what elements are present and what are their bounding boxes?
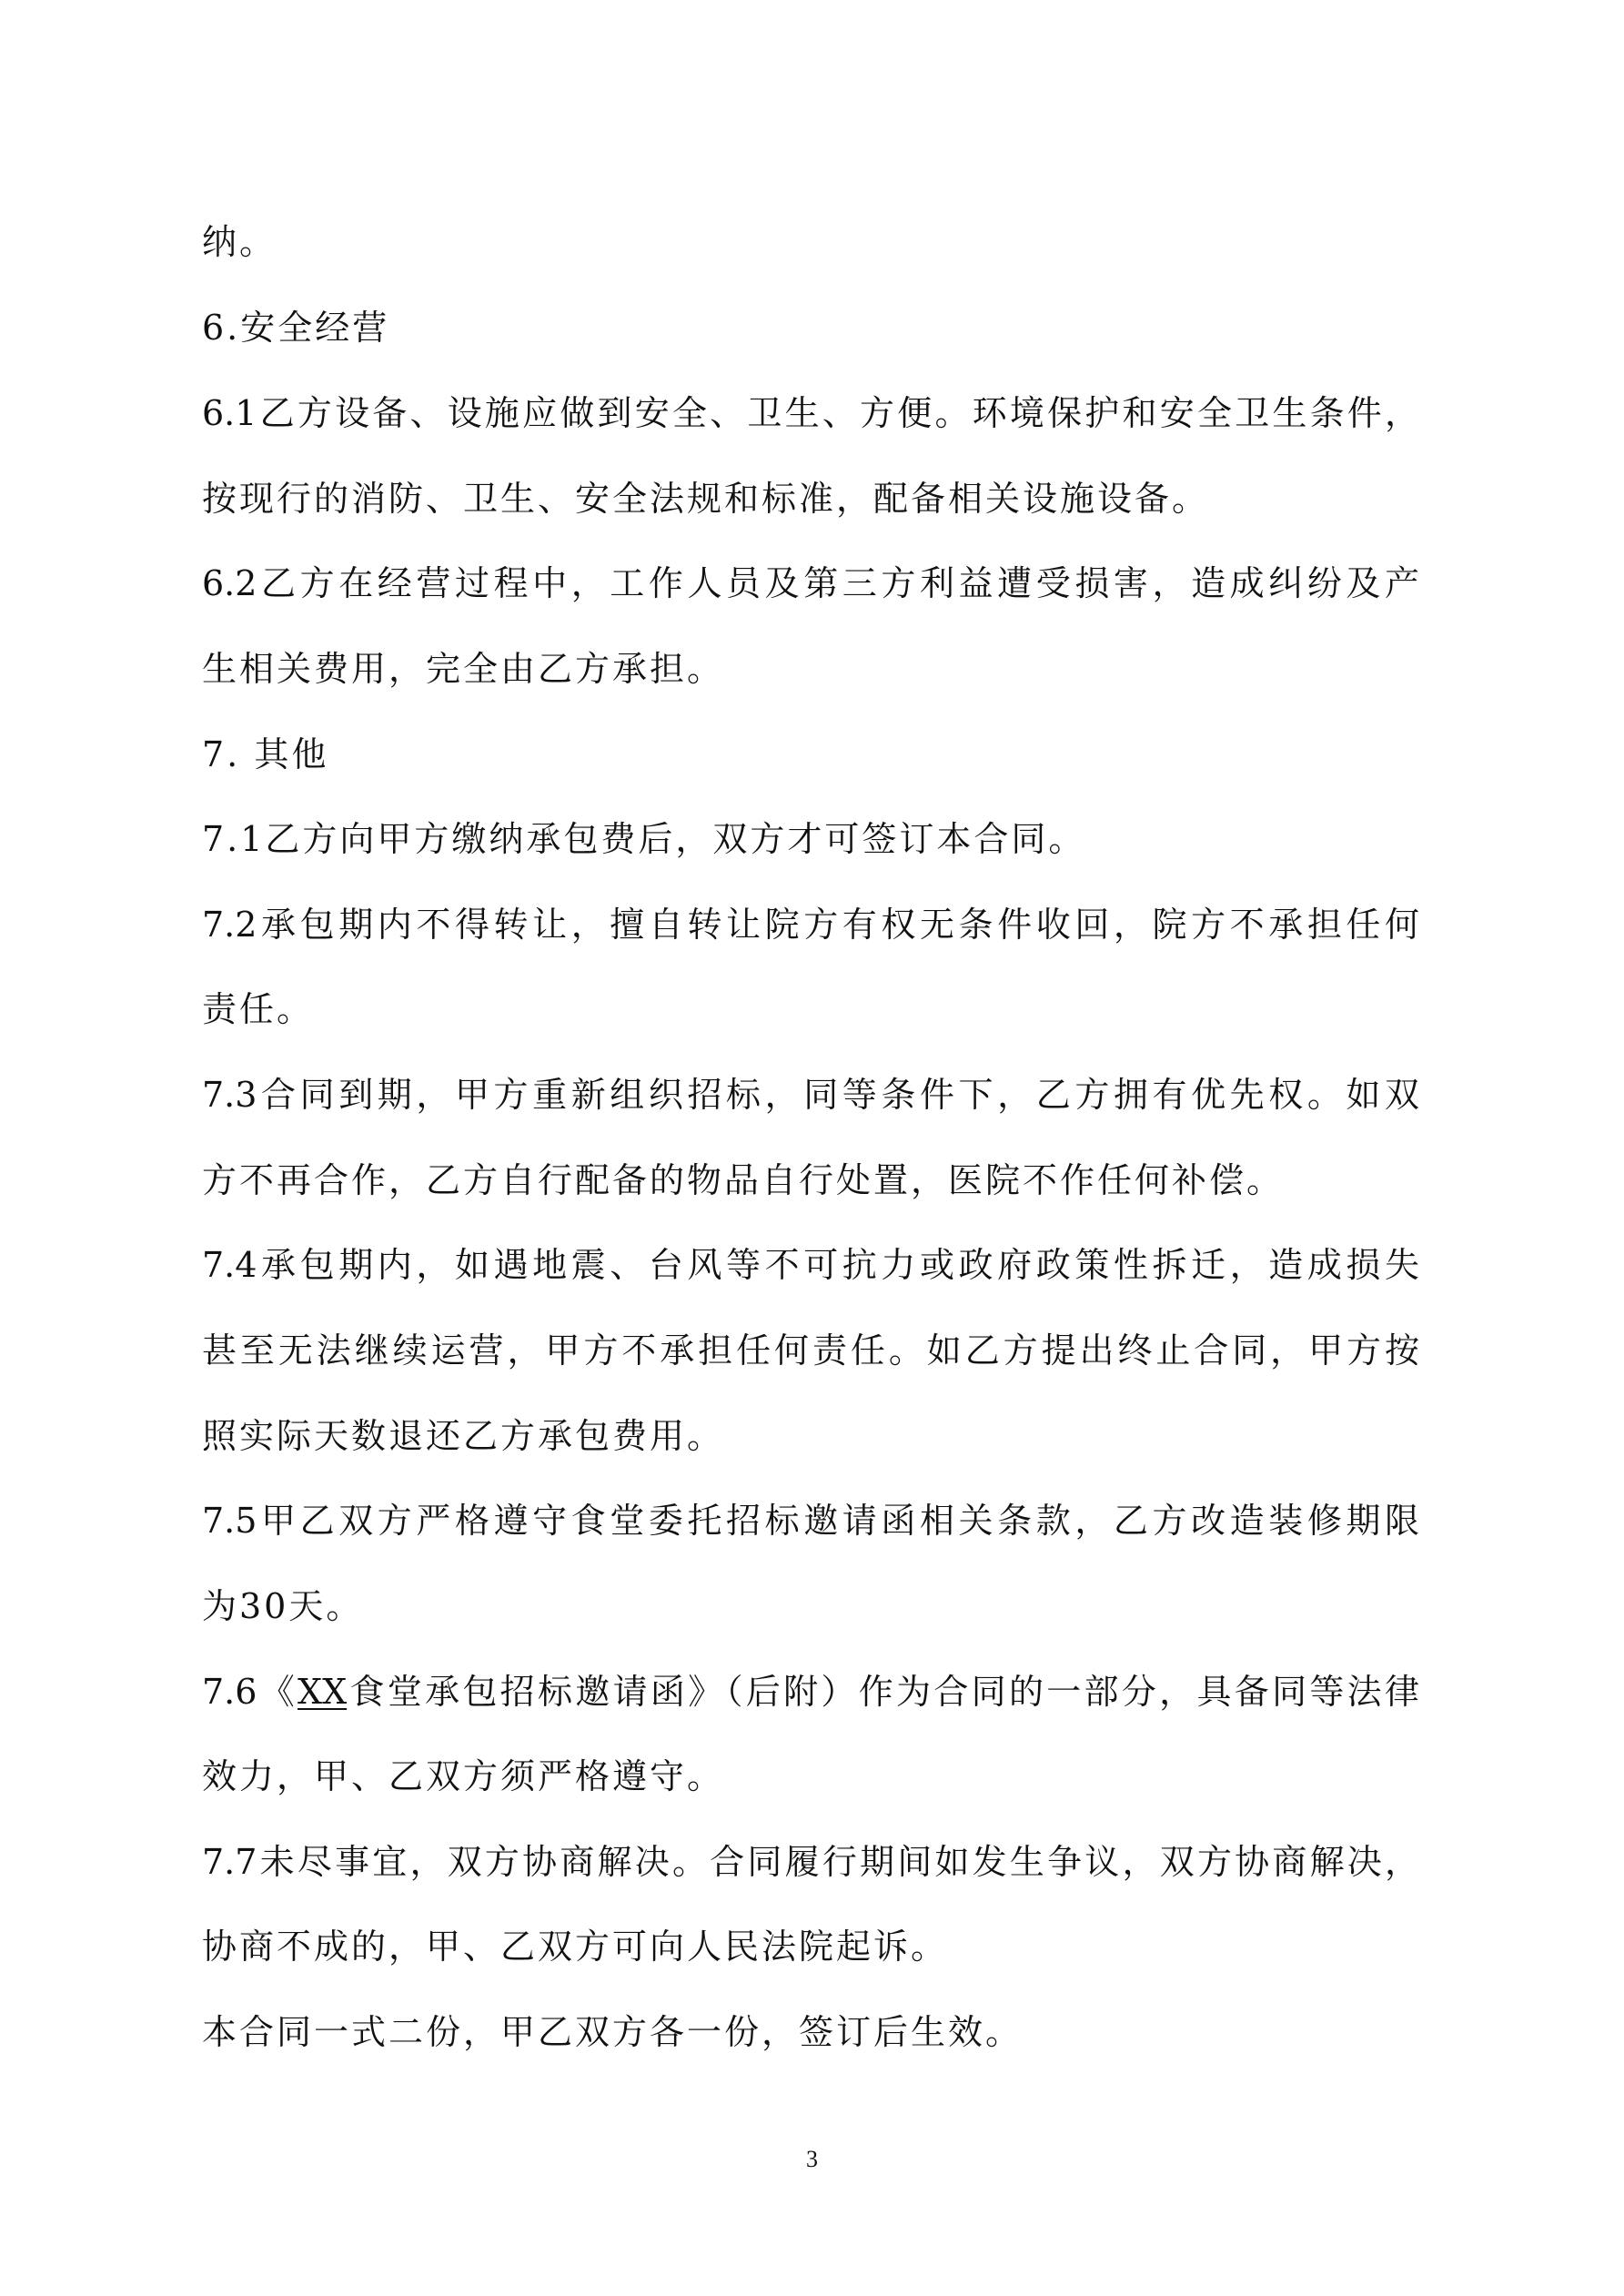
clause-7-6-suffix: 食堂承包招标邀请函》（后附）作为合同的一部分，具备同等法律 (347, 1672, 1419, 1712)
clause-6-1-line-2: 按现行的消防、卫生、安全法规和标准，配备相关设施设备。 (202, 479, 1210, 519)
clause-6-1-line-1: 6.1乙方设备、设施应做到安全、卫生、方便。环境保护和安全卫生条件， (202, 393, 1419, 433)
clause-7-2-line-1: 7.2承包期内不得转让，擅自转让院方有权无条件收回，院方不承担任何 (202, 905, 1419, 945)
clause-7-4-line-3: 照实际天数退还乙方承包费用。 (202, 1416, 725, 1456)
clause-6-2-line-1: 6.2乙方在经营过程中，工作人员及第三方利益遭受损害，造成纠纷及产 (202, 563, 1419, 603)
clause-7-4-line-1: 7.4承包期内，如遇地震、台风等不可抗力或政府政策性拆迁，造成损失 (202, 1245, 1419, 1285)
clause-7-5-line-1: 7.5甲乙双方严格遵守食堂委托招标邀请函相关条款，乙方改造装修期限 (202, 1501, 1419, 1541)
clause-7-5-line-2: 为30天。 (202, 1586, 364, 1626)
clause-7-6-line-2: 效力，甲、乙双方须严格遵守。 (202, 1756, 725, 1796)
clause-7-6-prefix: 7.6《 (202, 1672, 298, 1712)
text-line-continuation: 纳。 (202, 222, 277, 262)
clause-7-3-line-2: 方不再合作，乙方自行配备的物品自行处置，医院不作任何补偿。 (202, 1160, 1285, 1200)
page-number: 3 (806, 2146, 818, 2172)
clause-7-4-line-2: 甚至无法继续运营，甲方不承担任何责任。如乙方提出终止合同，甲方按 (202, 1330, 1419, 1371)
clause-7-6-line-1 (202, 1670, 1419, 1714)
closing-statement: 本合同一式二份，甲乙双方各一份，签订后生效。 (202, 2012, 1024, 2052)
section-heading-other: 7. 其他 (202, 734, 329, 774)
clause-7-1: 7.1乙方向甲方缴纳承包费后，双方才可签订本合同。 (202, 819, 1086, 859)
clause-7-3-line-1: 7.3合同到期，甲方重新组织招标，同等条件下，乙方拥有优先权。如双 (202, 1075, 1419, 1115)
section-heading-safe-operation: 6.安全经营 (202, 308, 390, 348)
clause-7-6-underlined-name: XX (298, 1672, 348, 1712)
clause-7-2-line-2: 责任。 (202, 989, 315, 1029)
clause-7-7-line-1: 7.7未尽事宜，双方协商解决。合同履行期间如发生争议，双方协商解决， (202, 1842, 1419, 1882)
clause-6-2-line-2: 生相关费用，完全由乙方承担。 (202, 649, 725, 689)
clause-7-7-line-2: 协商不成的，甲、乙双方可向人民法院起诉。 (202, 1927, 949, 1967)
